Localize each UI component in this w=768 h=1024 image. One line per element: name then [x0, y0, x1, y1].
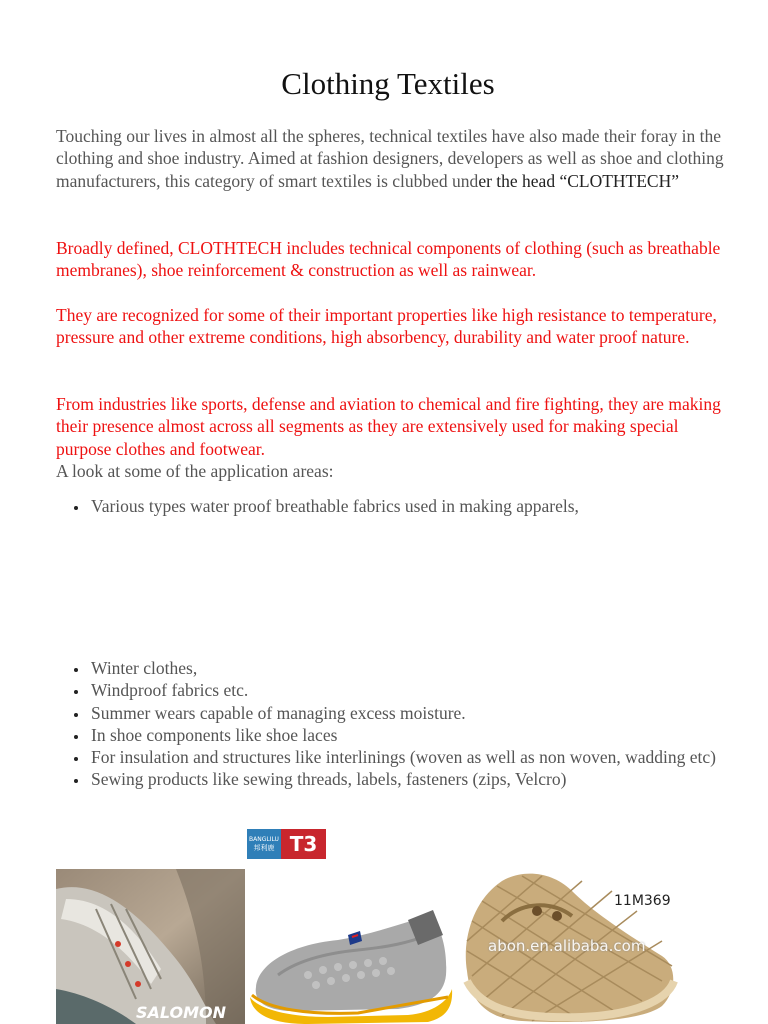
- list-item: Sewing products like sewing threads, labels, fasteners (zips, Velcro): [56, 768, 726, 790]
- list-item: Summer wears capable of managing excess moisture.: [56, 702, 726, 724]
- list-item: Windproof fabrics etc.: [56, 679, 726, 701]
- mesh-shoe-photo: [248, 905, 458, 1024]
- logo-mark: T3: [281, 829, 326, 859]
- application-list-first: [56, 495, 726, 517]
- intro-paragraph: Touching our lives in almost all the spheres, technical textiles have also made their foray in the clothing and shoe industry. Aimed at fashion designers, developers as well as shoe and clothing manufacturers, this category of smart textiles is clubbed under the head “CLOTHTECH”: [56, 126, 724, 191]
- page-title: Clothing Textiles: [281, 66, 495, 101]
- properties-paragraph: They are recognized for some of their important properties like high resistance to temperature, pressure and other extreme conditions, high absorbency, durability and water proof nature.: [56, 305, 717, 348]
- list-item: Winter clothes,: [56, 657, 726, 679]
- definition-paragraph: Broadly defined, CLOTHTECH includes technical components of clothing (such as breathable membranes), shoe reinforcement & construction as well as rainwear.: [56, 238, 721, 281]
- brand-logo: BANGLILU 邦利鹿 T3: [247, 829, 326, 859]
- salomon-shoe-photo: [56, 869, 245, 1024]
- industries-paragraph: From industries like sports, defense and aviation to chemical and fire fighting, they are making their presence almost across all segments as they are extensively used for making special purpose clothes and footwear.: [56, 394, 721, 459]
- watermark: abon.en.alibaba.com: [488, 937, 646, 955]
- list-item: For insulation and structures like interlinings (woven as well as non woven, wadding etc): [56, 746, 726, 768]
- list-item: Various types water proof breathable fabrics used in making apparels,: [56, 495, 726, 517]
- logo-chinese-text: 邦利鹿: [253, 844, 275, 852]
- application-lead-in: A look at some of the application areas:: [56, 461, 334, 481]
- salomon-logo: SALOMON: [136, 1003, 227, 1022]
- product-code: 11M369: [614, 893, 671, 909]
- list-item: In shoe components like shoe laces: [56, 724, 726, 746]
- application-list: [56, 657, 726, 791]
- woven-shoe-photo: [462, 861, 682, 1024]
